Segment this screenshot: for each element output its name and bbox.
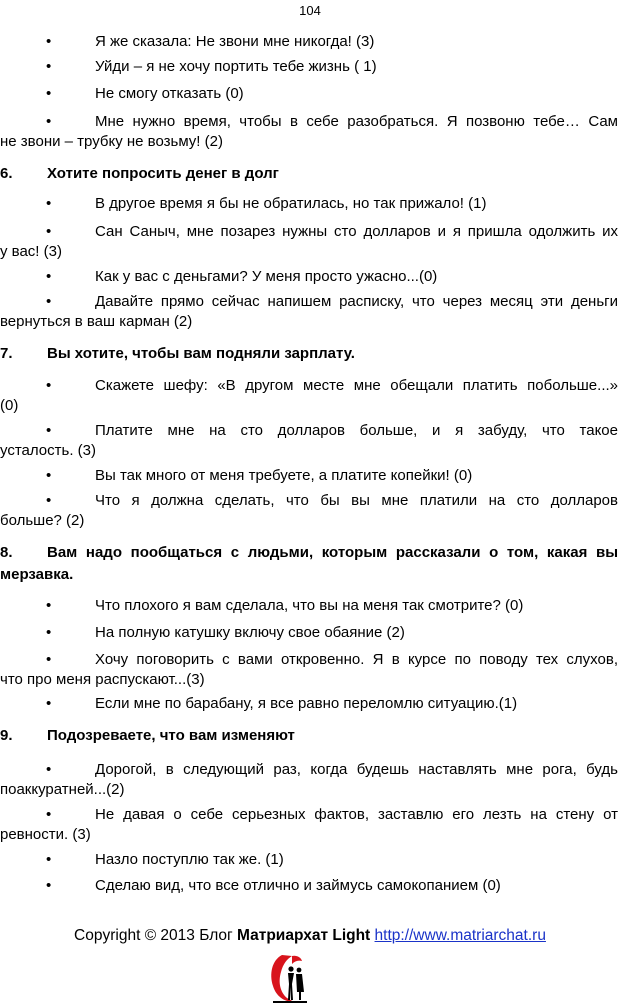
- bullet-icon: •: [46, 624, 52, 641]
- section-number: 6.: [0, 165, 13, 182]
- list-item-text: В другое время я бы не обратилась, но так прижало! (1): [95, 195, 487, 212]
- copyright-text: Copyright © 2013 Блог: [74, 927, 238, 944]
- section-title: Подозреваете, что вам изменяют: [47, 727, 295, 744]
- list-item-text: Не смогу отказать (0): [95, 85, 244, 102]
- bullet-icon: •: [46, 377, 52, 394]
- list-item-text: Что я должна сделать, что бы вы мне платили на сто долларов: [95, 492, 618, 509]
- list-item-text: На полную катушку включу свое обаяние (2): [95, 624, 405, 641]
- list-item-text: что про меня распускают...(3): [0, 671, 205, 688]
- list-item-text: больше? (2): [0, 512, 85, 529]
- list-item-text: не звони – трубку не возьму! (2): [0, 133, 223, 150]
- bullet-icon: •: [46, 492, 52, 509]
- list-item-text: Дорогой, в следующий раз, когда будешь наставлять мне рога, будь: [95, 761, 618, 778]
- bullet-icon: •: [46, 651, 52, 668]
- list-item-text: Назло поступлю так же. (1): [95, 851, 284, 868]
- bullet-icon: •: [46, 58, 52, 75]
- list-item-text: у вас! (3): [0, 243, 62, 260]
- section-title: Хотите попросить денег в долг: [47, 165, 279, 182]
- list-item-text: Уйди – я не хочу портить тебе жизнь ( 1): [95, 58, 377, 75]
- list-item-text: Если мне по барабану, я все равно переломлю ситуацию.(1): [95, 695, 518, 712]
- section-number: 8.: [0, 544, 13, 561]
- list-item-text: вернуться в ваш карман (2): [0, 313, 193, 330]
- list-item-text: Давайте прямо сейчас напишем расписку, что через месяц эти деньги: [95, 293, 618, 310]
- matriarchat-logo-icon: [268, 952, 312, 1004]
- bullet-icon: •: [46, 33, 52, 50]
- list-item-text: (0): [0, 397, 19, 414]
- bullet-icon: •: [46, 695, 52, 712]
- list-item-text: Платите мне на сто долларов больше, и я забуду, что такое: [95, 422, 618, 439]
- page-number: 104: [299, 3, 321, 18]
- list-item-text: Хочу поговорить с вами откровенно. Я в курсе по поводу тех слухов,: [95, 651, 618, 668]
- list-item-text: поаккуратней...(2): [0, 781, 125, 798]
- section-number: 9.: [0, 727, 13, 744]
- bullet-icon: •: [46, 851, 52, 868]
- bullet-icon: •: [46, 85, 52, 102]
- bullet-icon: •: [46, 113, 52, 130]
- section-title: Вы хотите, чтобы вам подняли зарплату.: [47, 345, 355, 362]
- bullet-icon: •: [46, 761, 52, 778]
- list-item-text: Сделаю вид, что все отлично и займусь самокопанием (0): [95, 877, 501, 894]
- list-item-text: Мне нужно время, чтобы в себе разобраться. Я позвоню тебе… Сам: [95, 113, 618, 130]
- list-item-text: Как у вас с деньгами? У меня просто ужасно...(0): [95, 268, 438, 285]
- bullet-icon: •: [46, 268, 52, 285]
- section-title: мерзавка.: [0, 566, 74, 583]
- list-item-text: Не давая о себе серьезных фактов, заставлю его лезть на стену от: [95, 806, 618, 823]
- list-item-text: ревности. (3): [0, 826, 91, 843]
- bullet-icon: •: [46, 195, 52, 212]
- bullet-icon: •: [46, 467, 52, 484]
- blog-brand: Матриархат Light: [237, 927, 371, 944]
- bullet-icon: •: [46, 293, 52, 310]
- list-item-text: Вы так много от меня требуете, а платите копейки! (0): [95, 467, 473, 484]
- section-title: Вам надо пообщаться с людьми, которым рассказали о том, какая вы: [47, 544, 618, 561]
- bullet-icon: •: [46, 422, 52, 439]
- list-item-text: Сан Саныч, мне позарез нужны сто долларов и я пришла одолжить их: [95, 223, 618, 240]
- list-item-text: Я же сказала: Не звони мне никогда! (3): [95, 33, 375, 50]
- bullet-icon: •: [46, 597, 52, 614]
- list-item-text: Что плохого я вам сделала, что вы на меня так смотрите? (0): [95, 597, 524, 614]
- list-item-text: усталость. (3): [0, 442, 96, 459]
- section-number: 7.: [0, 345, 13, 362]
- bullet-icon: •: [46, 223, 52, 240]
- bullet-icon: •: [46, 877, 52, 894]
- footer: [0, 926, 620, 946]
- bullet-icon: •: [46, 806, 52, 823]
- list-item-text: Скажете шефу: «В другом месте мне обещали платить побольше...»: [95, 377, 618, 394]
- blog-link[interactable]: http://www.matriarchat.ru: [374, 927, 546, 944]
